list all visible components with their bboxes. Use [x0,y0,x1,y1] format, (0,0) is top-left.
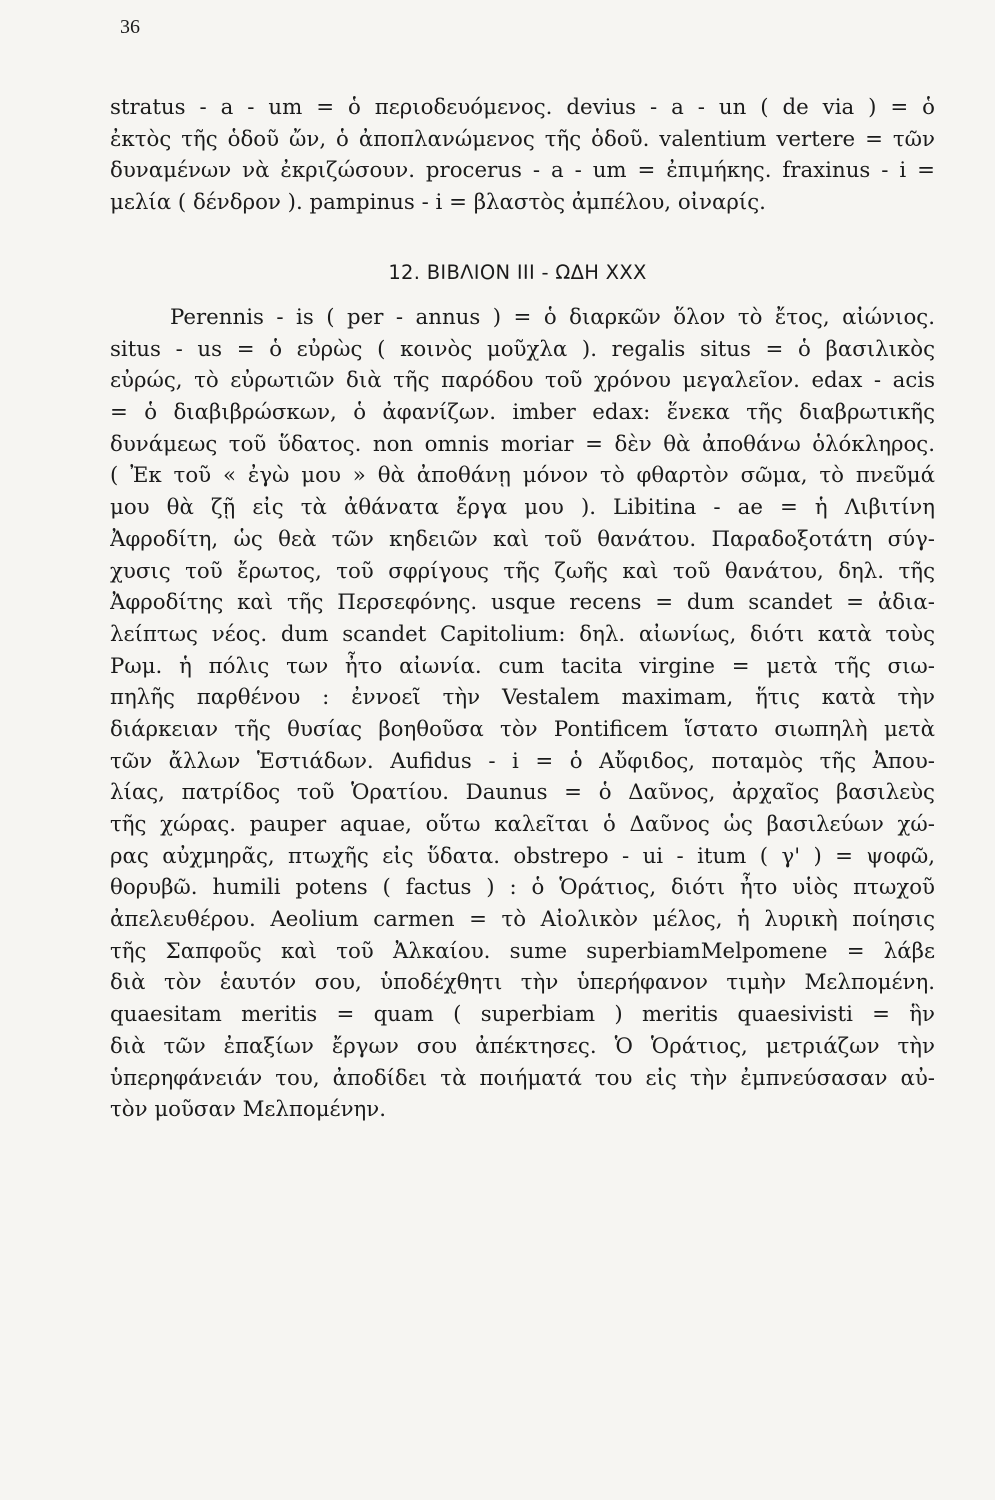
paragraph-2 [110,302,935,1126]
text-line: διὰ τὸν ἑαυτόν σου, ὑποδέχθητι τὴν ὑπερήφανον τιμὴν Μελπομένη. [110,970,935,996]
text-line: τῶν ἄλλων Ἑστιάδων. Aufidus - i = ὁ Αὔφιδος, ποταμὸς τῆς Ἀπου- [110,748,935,774]
text-line: λίας, πατρίδος τοῦ Ὁρατίου. Daunus = ὁ Δαῦνος, ἀρχαῖος βασιλεὺς [110,780,935,806]
text-line: ρας αὐχμηρᾶς, πτωχῆς εἰς ὕδατα. obstrepo - ui - itum ( γ' ) = ψοφῶ, [110,843,935,869]
text-line: θορυβῶ. humili potens ( factus ) : ὁ Ὁράτιος, διότι ἦτο υἱὸς πτωχοῦ [110,875,935,901]
text-line: μελία ( δένδρον ). pampinus - i = βλαστὸς ἀμπέλου, οἰναρίς. [110,190,766,216]
text-line: ἀπελευθέρου. Aeolium carmen = τὸ Αἰολικὸν μέλος, ἡ λυρικὴ ποίησις [110,907,935,933]
text-line: situs - us = ὁ εὐρὼς ( κοινὸς μοῦχλα ). regalis situs = ὁ βασιλικὸς [110,336,935,362]
text-line: ( Ἐκ τοῦ « ἐγὼ μου » θὰ ἀποθάνῃ μόνον τὸ φθαρτὸν σῶμα, τὸ πνεῦμά [110,463,935,489]
section-heading: 12. ΒΙΒΛΙΟΝ ΙΙΙ - ΩΔΗ XXX [388,261,647,284]
text-line: ἐκτὸς τῆς ὁδοῦ ὤν, ὁ ἀποπλανώμενος τῆς ὁδοῦ. valentium vertere = τῶν [110,126,935,152]
text-line: Ρωμ. ἡ πόλις των ἦτο αἰωνία. cum tacita virgine = μετὰ τῆς σιω- [110,653,935,679]
text-line: χυσις τοῦ ἔρωτος, τοῦ σφρίγους τῆς ζωῆς καὶ τοῦ θανάτου, δηλ. τῆς [110,558,935,584]
text-line: τῆς χώρας. pauper aquae, οὕτω καλεῖται ὁ Δαῦνος ὡς βασιλεύων χώ- [110,812,935,837]
text-line: Ἀφροδίτης καὶ τῆς Περσεφόνης. usque recens = dum scandet = ἀδια- [110,590,935,616]
text-line: διάρκειαν τῆς θυσίας βοηθοῦσα τὸν Pontificem ἵστατο σιωπηλὴ μετὰ [110,716,935,742]
text-line: εὐρώς, τὸ εὐρωτιῶν διὰ τῆς παρόδου τοῦ χρόνου μεγαλεῖον. edax - acis [110,368,935,394]
text-line: = ὁ διαβιβρώσκων, ὁ ἀφανίζων. imber edax: ἕνεκα τῆς διαβρωτικῆς [110,400,935,426]
page-number: 36 [120,16,140,38]
text-line: διὰ τῶν ἐπαξίων ἔργων σου ἀπέκτησες. Ὁ Ὁράτιος, μετριάζων τὴν [110,1033,935,1059]
text-line: Perennis - is ( per - annus ) = ὁ διαρκῶν ὅλον τὸ ἔτος, αἰώνιος. [170,305,935,330]
text-line: πηλῆς παρθένου : ἐννοεῖ τὴν Vestalem maximam, ἥτις κατὰ τὴν [110,685,935,711]
text-line: ὑπερηφάνειάν του, ἀποδίδει τὰ ποιήματά του εἰς τὴν ἐμπνεύσασαν αὐ- [110,1065,935,1091]
text-line: μου θὰ ζῇ εἰς τὰ ἀθάνατα ἔργα μου ). Libitina - ae = ἡ Λιβιτίνη [110,495,935,521]
text-line: τὸν μοῦσαν Μελπομένην. [110,1097,387,1123]
text-line: δυναμένων νὰ ἐκριζώσουν. procerus - a - um = ἐπιμήκης. fraxinus - i = [110,158,935,184]
text-line: stratus - a - um = ὁ περιοδευόμενος. devius - a - un ( de via ) = ὁ [110,95,935,120]
paragraph-1 [110,92,935,219]
text-line: τῆς Σαπφοῦς καὶ τοῦ Ἀλκαίου. sume superbiamMelpomene = λάβε [110,938,935,964]
text-line: quaesitam meritis = quam ( superbiam ) meritis quaesivisti = ἣν [110,1002,935,1028]
text-line: δυνάμεως τοῦ ὕδατος. non omnis moriar = δὲν θὰ ἀποθάνω ὁλόκληρος. [110,431,935,457]
text-line: λείπτως νέος. dum scandet Capitolium: δηλ. αἰωνίως, διότι κατὰ τοὺς [110,621,935,647]
text-line: Ἀφροδίτη, ὡς θεὰ τῶν κηδειῶν καὶ τοῦ θανάτου. Παραδοξοτάτη σύγ- [110,526,935,552]
